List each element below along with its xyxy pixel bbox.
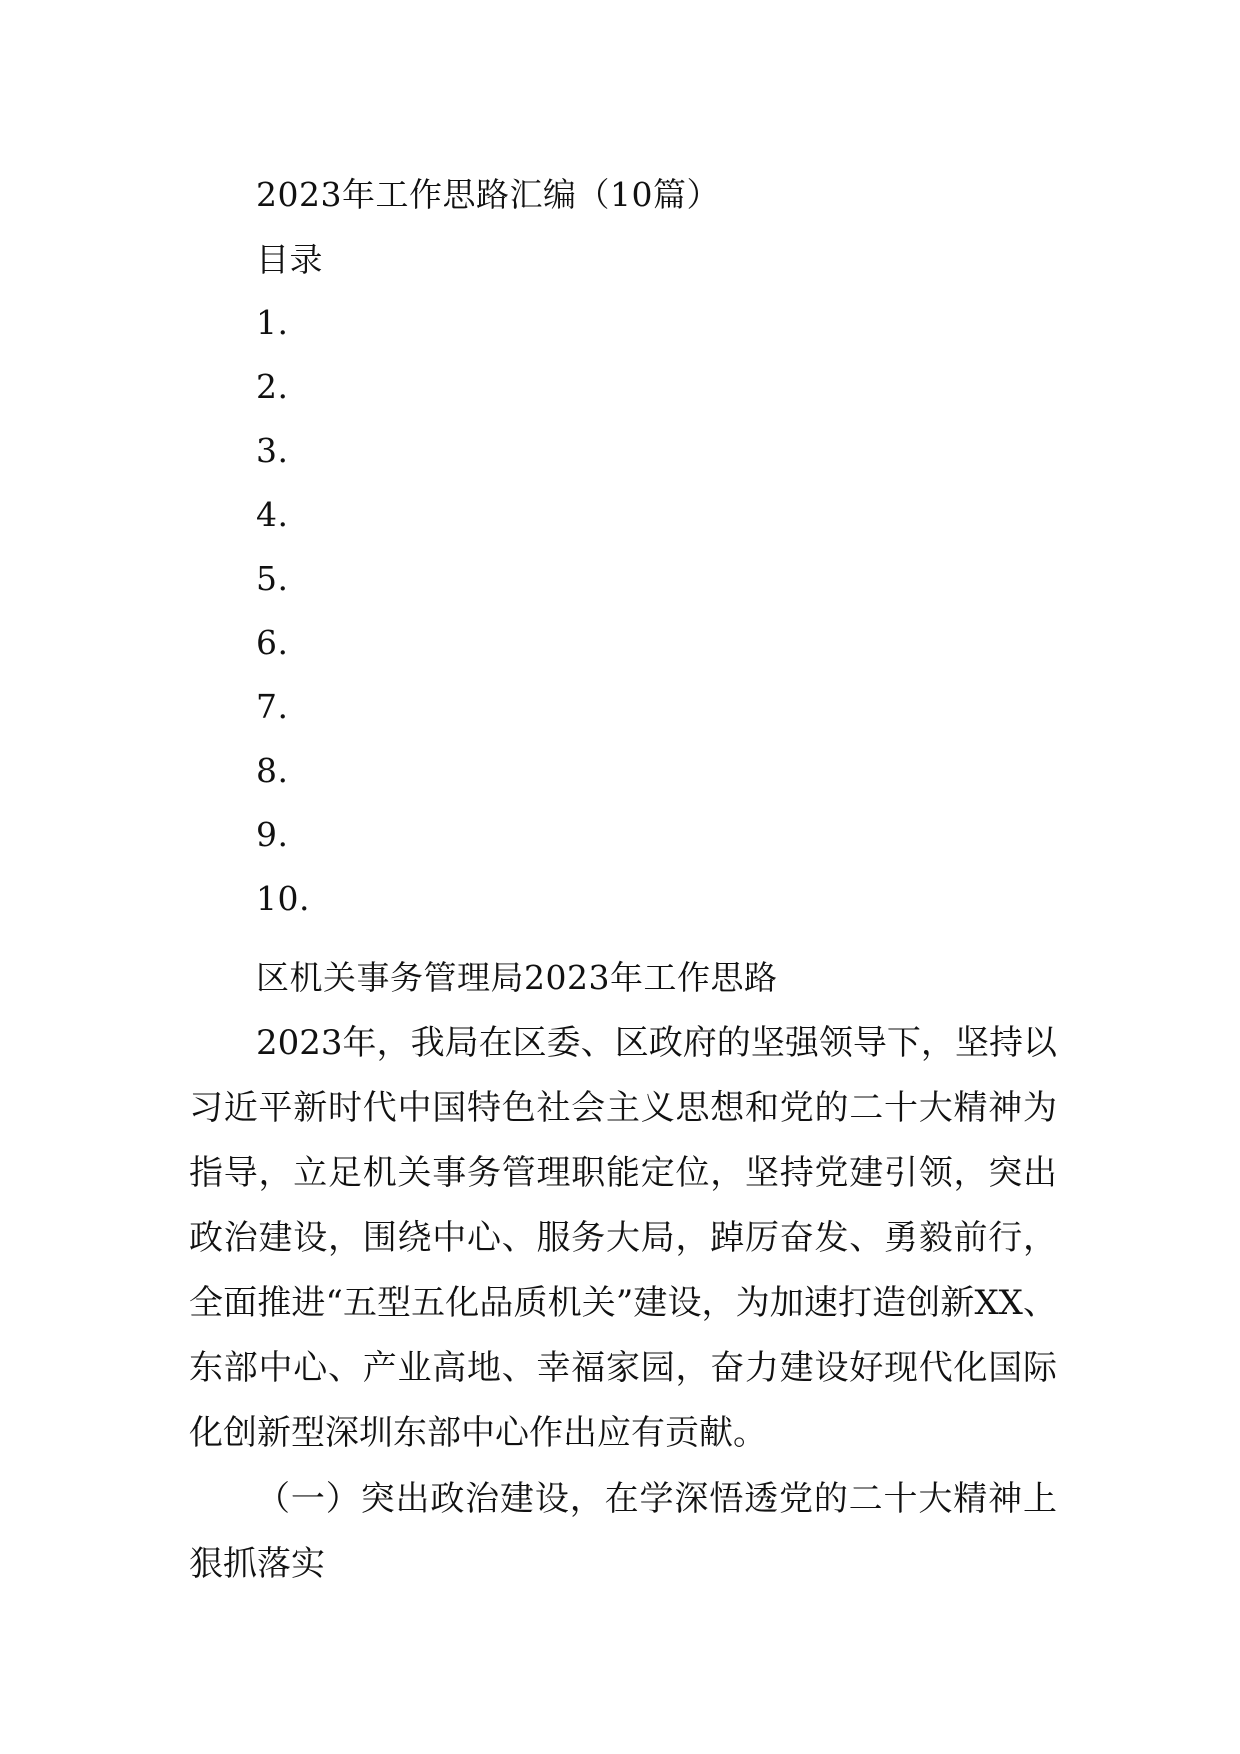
document-title: 2023年工作思路汇编（10篇）	[256, 175, 720, 214]
section-title: 区机关事务管理局2023年工作思路	[256, 958, 778, 997]
toc-item: 9.	[256, 815, 289, 854]
toc-item: 2.	[256, 367, 289, 406]
toc-heading: 目录	[256, 240, 323, 279]
subsection-heading: （一）突出政治建设，在学深悟透党的二十大精神上狠抓落实	[189, 1479, 1057, 1584]
toc-item: 7.	[256, 687, 289, 726]
toc-item: 10.	[256, 879, 310, 918]
toc-item: 8.	[256, 751, 289, 790]
toc-item: 3.	[256, 431, 289, 470]
toc-item: 6.	[256, 623, 289, 662]
toc-item: 1.	[256, 303, 289, 342]
body-paragraph: 2023年，我局在区委、区政府的坚强领导下，坚持以习近平新时代中国特色社会主义思想和党的二十大精神为指导，立足机关事务管理职能定位，坚持党建引领，突出政治建设，围绕中心、服务大局，踔厉奋发、勇毅前行，全面推进“五型五化品质机关”建设，为加速打造创新XX、东部中心、产业高地、幸福家园，奋力建设好现代化国际化创新型深圳东部中心作出应有贡献。	[189, 1023, 1057, 1453]
toc-item: 4.	[256, 495, 289, 534]
toc-item: 5.	[256, 559, 289, 598]
